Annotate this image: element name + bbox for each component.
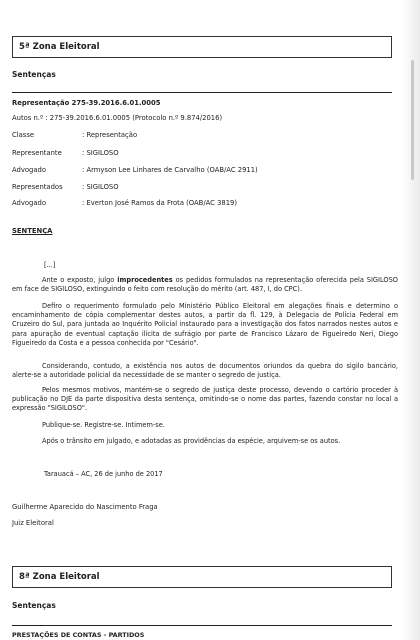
sentenca-heading: SENTENÇA: [12, 227, 53, 235]
zone-header-title: 5ª Zona Eleitoral: [19, 42, 100, 52]
secrecy-text: Pelos mesmos motivos, mantém-se o segredo de justiça deste processo, devendo o cartório proceder à publicação no DJE da parte dispositiva desta sentença, omitindo-se o nome das partes, fazendo constar no local a expressão "SIGILOSO".: [12, 386, 398, 413]
paragraph-publication: [12, 421, 398, 430]
meta-label-representante: Representante: [12, 149, 62, 157]
decision-keyword: improcedentes: [117, 276, 173, 284]
zone-header-title: 8ª Zona Eleitoral: [19, 572, 100, 582]
decision-text-start: Ante o exposto, julgo: [42, 276, 118, 284]
paragraph-considerations: [12, 362, 398, 380]
ellipsis-marker: [...]: [44, 261, 56, 269]
paragraph-archive: [12, 437, 398, 446]
document-title: Representação 275-39.2016.6.01.0005: [12, 99, 161, 107]
meta-label-classe: Classe: [12, 131, 35, 139]
meta-label-representados: Representados: [12, 183, 63, 191]
place-date: Tarauacá – AC, 26 de junho de 2017: [44, 470, 163, 478]
meta-value-advogado-2: : Everton José Ramos da Frota (OAB/AC 3819): [82, 199, 238, 207]
section-label-sentencas: Sentenças: [12, 70, 56, 79]
meta-label-advogado-1: Advogado: [12, 166, 46, 174]
decision-text-end: os pedidos formulados na representação oferecida pela SIGILOSO em face de SIGILOSO, extinguindo o feito com resolução do mérito (art. 487, I, do CPC).: [12, 276, 398, 294]
section-label-sentencas-2: Sentenças: [12, 601, 56, 610]
paragraph-secrecy: [12, 386, 398, 414]
scroll-thumb[interactable]: [411, 60, 414, 180]
signer-name: Guilherme Aparecido do Nascimento Fraga: [12, 503, 158, 511]
subsection-title: PRESTAÇÕES DE CONTAS - PARTIDOS: [12, 631, 145, 639]
divider: [12, 92, 392, 93]
meta-label-advogado-2: Advogado: [12, 199, 46, 207]
signer-role: Juiz Eleitoral: [12, 519, 54, 527]
meta-value-advogado-1: : Armyson Lee Linhares de Carvalho (OAB/AC 2911): [82, 166, 258, 174]
request-text: Defiro o requerimento formulado pelo Ministério Público Eleitoral em alegações finais e determino o encaminhamento de cópia complementar destes autos, a partir da fl. 129, à Delegacia de Polícia Federal em Cruzeiro do Sul, para juntada ao Inquérito Policial instaurado para a investigação dos fatos narrados nestes autos e para apuração de eventual captação ilícita de sufrágio por parte de Francisco Lázaro de Figueiredo Neri, Diego Figueiredo da Costa e a pessoa conhecida por "Cesário".: [12, 302, 398, 347]
meta-value-representados: : SIGILOSO: [82, 183, 119, 191]
autos-number: Autos n.º : 275-39.2016.6.01.0005 (Protocolo n.º 9.874/2016): [12, 114, 223, 122]
paragraph-request: [12, 302, 398, 348]
archive-text: Após o trânsito em julgado, e adotadas as providências da espécie, arquivem-se os autos.: [42, 437, 341, 445]
meta-value-classe: : Representação: [82, 131, 138, 139]
zone-header-8: [12, 566, 392, 588]
publication-text: Publique-se. Registre-se. Intimem-se.: [42, 421, 165, 429]
zone-header-5: [12, 36, 392, 58]
considerations-text: Considerando, contudo, a existência nos autos de documentos oriundos da quebra do sigilo bancário, alerte-se a autoridade policial da necessidade de se manter o segredo de justiça.: [12, 362, 398, 380]
divider: [12, 625, 392, 626]
paragraph-decision: [12, 276, 398, 294]
meta-value-representante: : SIGILOSO: [82, 149, 119, 157]
